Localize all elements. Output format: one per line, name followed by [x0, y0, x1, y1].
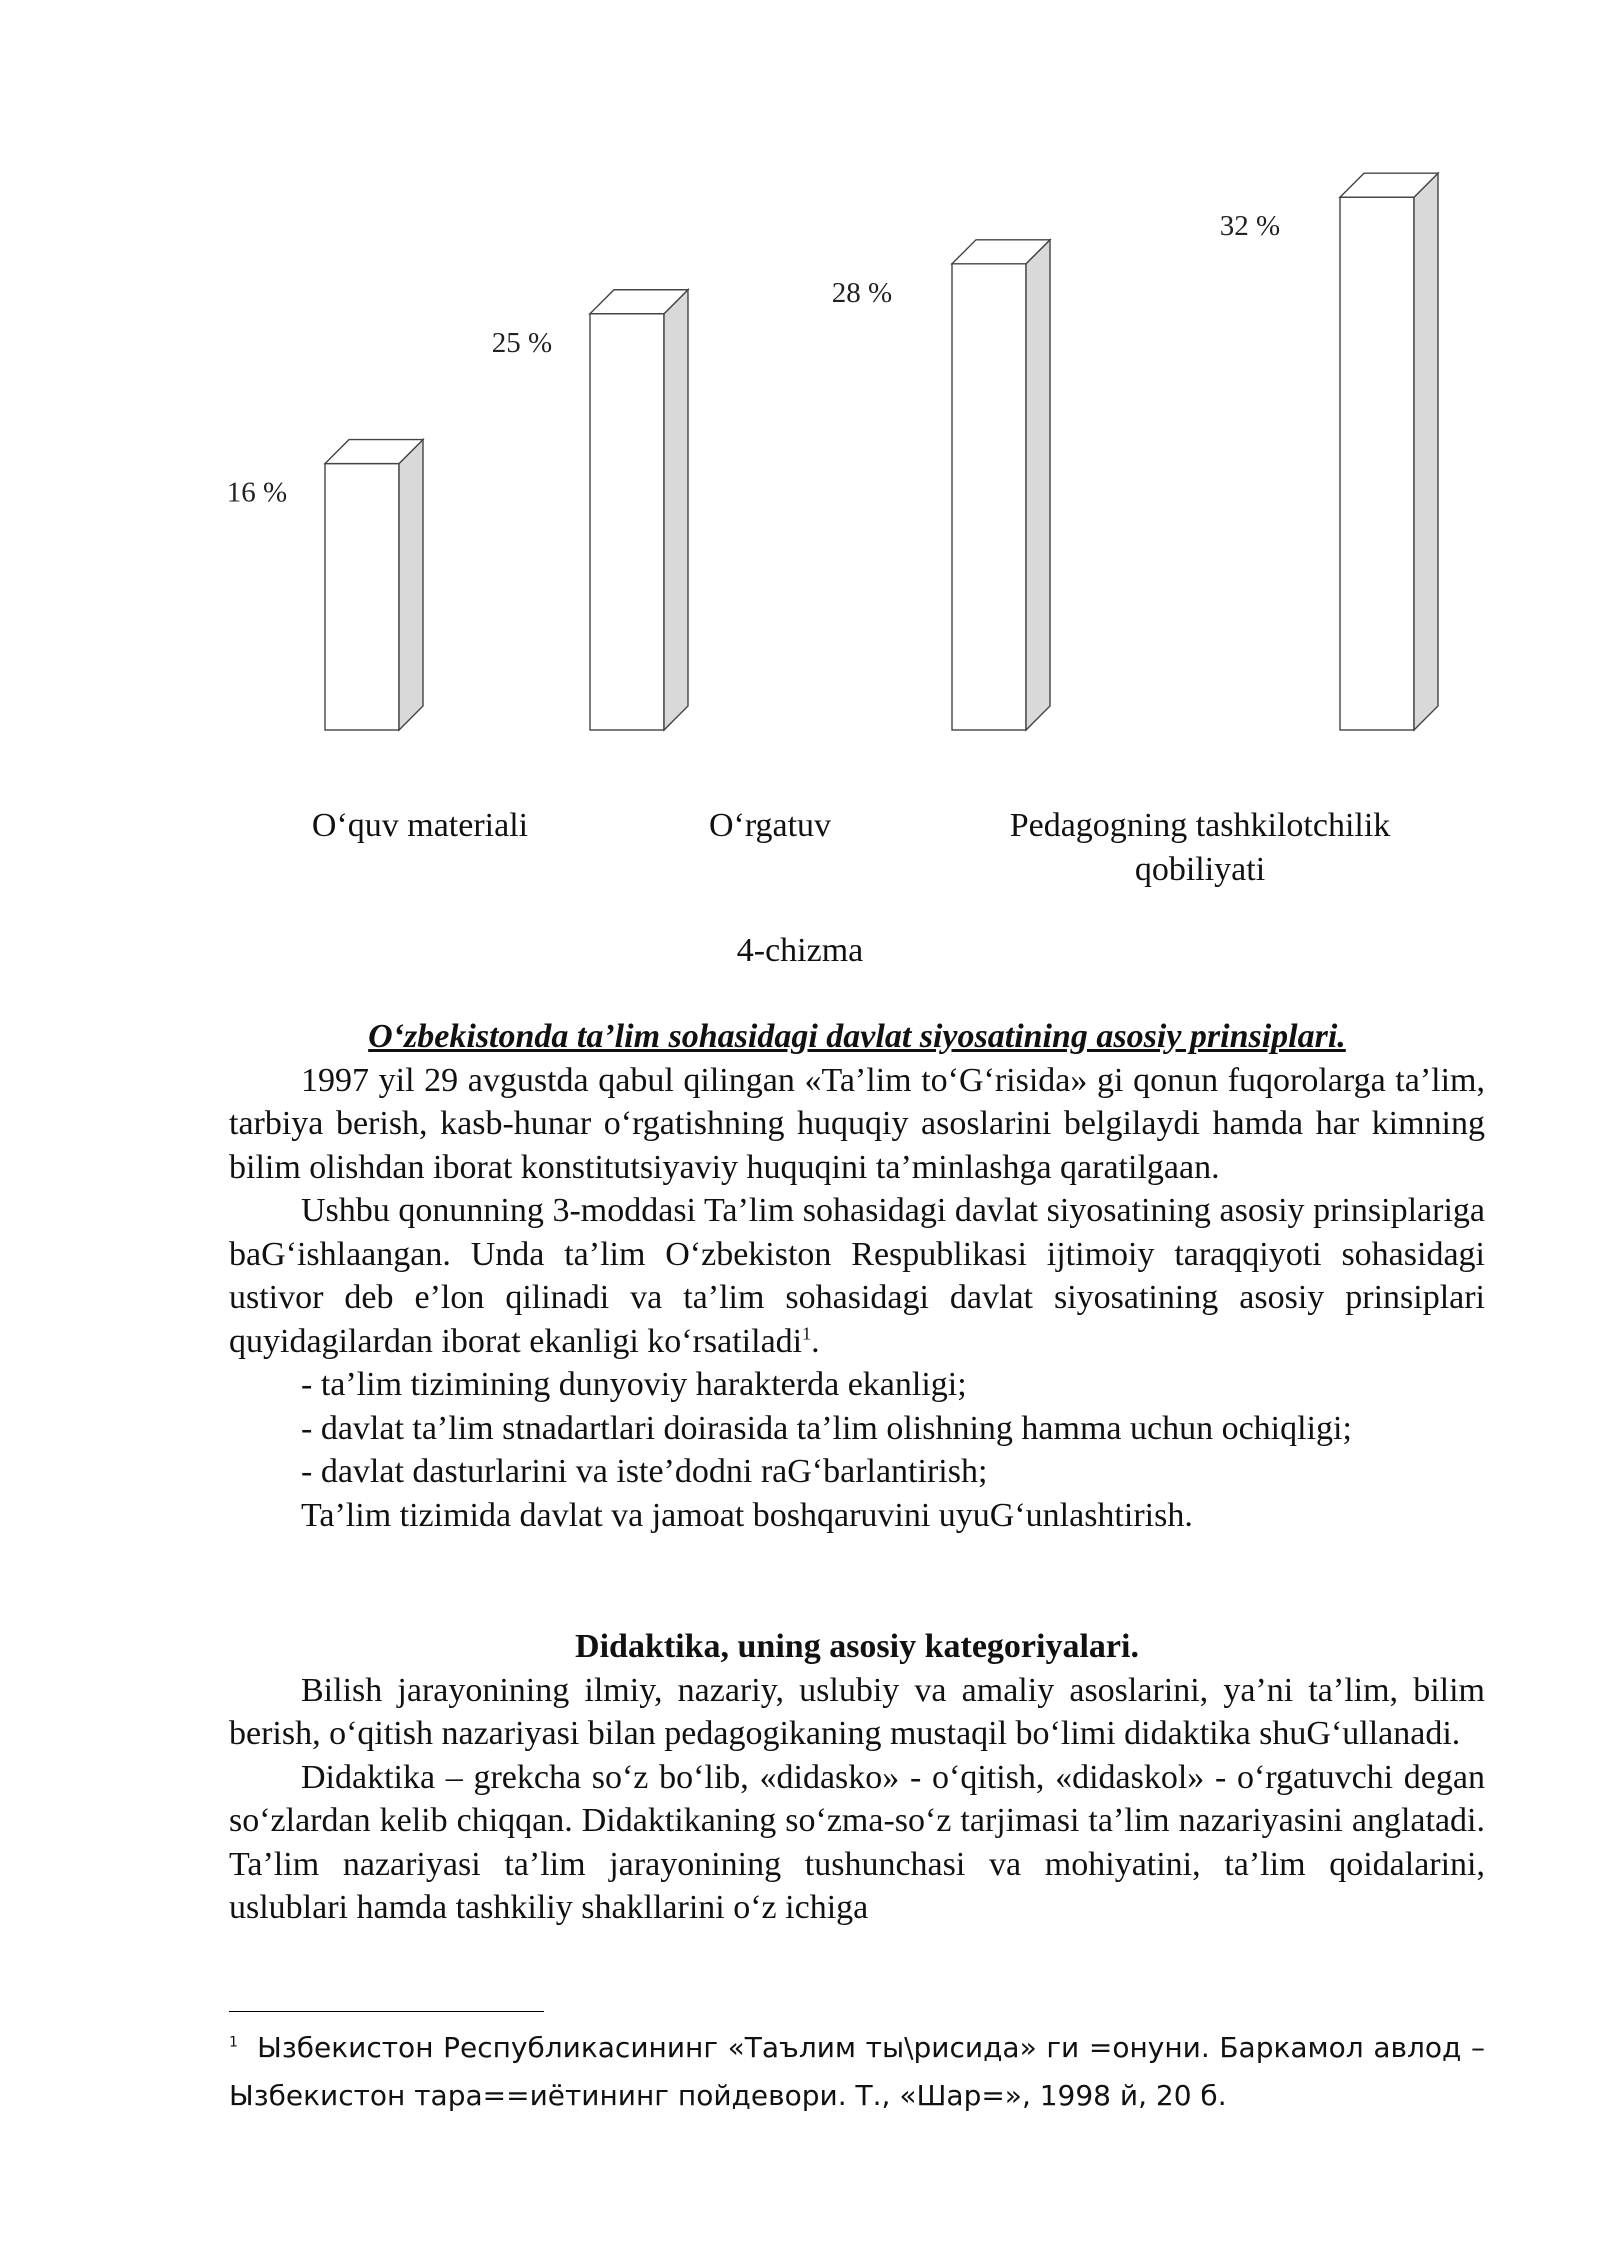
paragraph-end: .: [811, 1322, 820, 1360]
body-text: [229, 1015, 1485, 1537]
value-label-4: 32 %: [1219, 210, 1281, 243]
bar-3: [952, 240, 1050, 730]
body-text-2: [229, 1625, 1485, 1930]
section-heading-didactics: Didaktika, uning asosiy kategoriyalari.: [575, 1628, 1139, 1665]
footnote-separator: [229, 2011, 544, 2012]
value-label-3: 28 %: [831, 276, 893, 309]
bar-2: [590, 290, 688, 730]
bar-front: [590, 314, 664, 730]
category-label-2: O‘rgatuv: [708, 807, 832, 844]
value-label-2: 25 %: [491, 326, 553, 359]
section-heading-principles: O‘zbekistonda ta’lim sohasidagi davlat siyosatining asosiy prinsiplari.: [368, 1018, 1346, 1055]
value-label-1: 16 %: [226, 476, 288, 509]
bar-1: [325, 440, 423, 730]
footnote-ref: 1: [802, 1323, 812, 1344]
bar-4: [1340, 173, 1438, 730]
paragraph: 1997 yil 29 avgustda qabul qilingan «Ta’lim to‘G‘risida» gi qonun fuqorolarga ta’lim, tarbiya berish, kasb-hunar o‘rgatishning huquqiy asoslarini belgilaydi hamda har kimning bilim olishdan iborat konstitutsiyaviy huquqini ta’minlashga qaratilgaan.: [229, 1061, 1485, 1186]
list-item: - davlat dasturlarini va iste’dodni raG‘barlantirish;: [301, 1453, 988, 1490]
list-item: Ta’lim tizimida davlat va jamoat boshqaruvini uyuG‘unlashtirish.: [301, 1496, 1193, 1534]
bar-side: [1414, 173, 1438, 730]
bar-front: [952, 264, 1026, 730]
paragraph: [229, 1189, 1485, 1363]
bar-front: [325, 464, 399, 730]
list-item: - ta’lim tizimining dunyoviy harakterda ekanligi;: [301, 1366, 967, 1403]
footnote: [229, 2024, 1485, 2120]
category-label-3: Pedagogning tashkilotchilik qobiliyati: [1009, 807, 1391, 888]
paragraph-text: Ushbu qonunning 3-moddasi Ta’lim sohasidagi davlat siyosatining asosiy prinsiplariga baG‘ishlaangan. Unda ta’lim O‘zbekiston Respublikasi ijtimoiy taraqqiyoti sohasidagi ustivor deb e’lon qilinadi va ta’lim sohasidagi davlat siyosatining asosiy prinsiplari quyidagilardan iborat ekanligi ko‘rsatiladi: [229, 1192, 1485, 1360]
footnote-text: Ызбекистон Республикасининг «Таълим ты\рисида» ги =онуни. Баркамол авлод – Ызбекистон тара==иётининг пойдевори. Т., «Шар=», 1998 й, 20 б.: [229, 2031, 1485, 2112]
bar-chart: [200, 170, 1500, 740]
bar-side: [1026, 240, 1050, 730]
bar-side: [664, 290, 688, 730]
paragraph: Bilish jarayonining ilmiy, nazariy, uslubiy va amaliy asoslarini, ya’ni ta’lim, bilim berish, o‘qitish nazariyasi bilan pedagogikaning mustaqil bo‘limi didaktika shuG‘ullanadi.: [229, 1671, 1485, 1752]
figure-caption: 4-chizma: [736, 932, 864, 969]
bars-layer: [325, 173, 1438, 730]
bar-side: [399, 440, 423, 730]
list-item: - davlat ta’lim stnadartlari doirasida ta’lim olishning hamma uchun ochiqligi;: [301, 1409, 1352, 1447]
paragraph: Didaktika – grekcha so‘z bo‘lib, «didasko» - o‘qitish, «didaskol» - o‘rgatuvchi degan so‘zlardan kelib chiqqan. Didaktikaning so‘zma-so‘z tarjimasi ta’lim nazariyasini anglatadi. Ta’lim nazariyasi ta’lim jarayonining tushunchasi va mohiyatini, ta’lim qoidalarini, uslublari hamda tashkiliy shakllarini o‘z ichiga: [229, 1758, 1485, 1926]
category-label-1: O‘quv materiali: [311, 807, 529, 844]
bar-front: [1340, 197, 1414, 730]
footnote-marker: 1: [229, 2034, 238, 2051]
